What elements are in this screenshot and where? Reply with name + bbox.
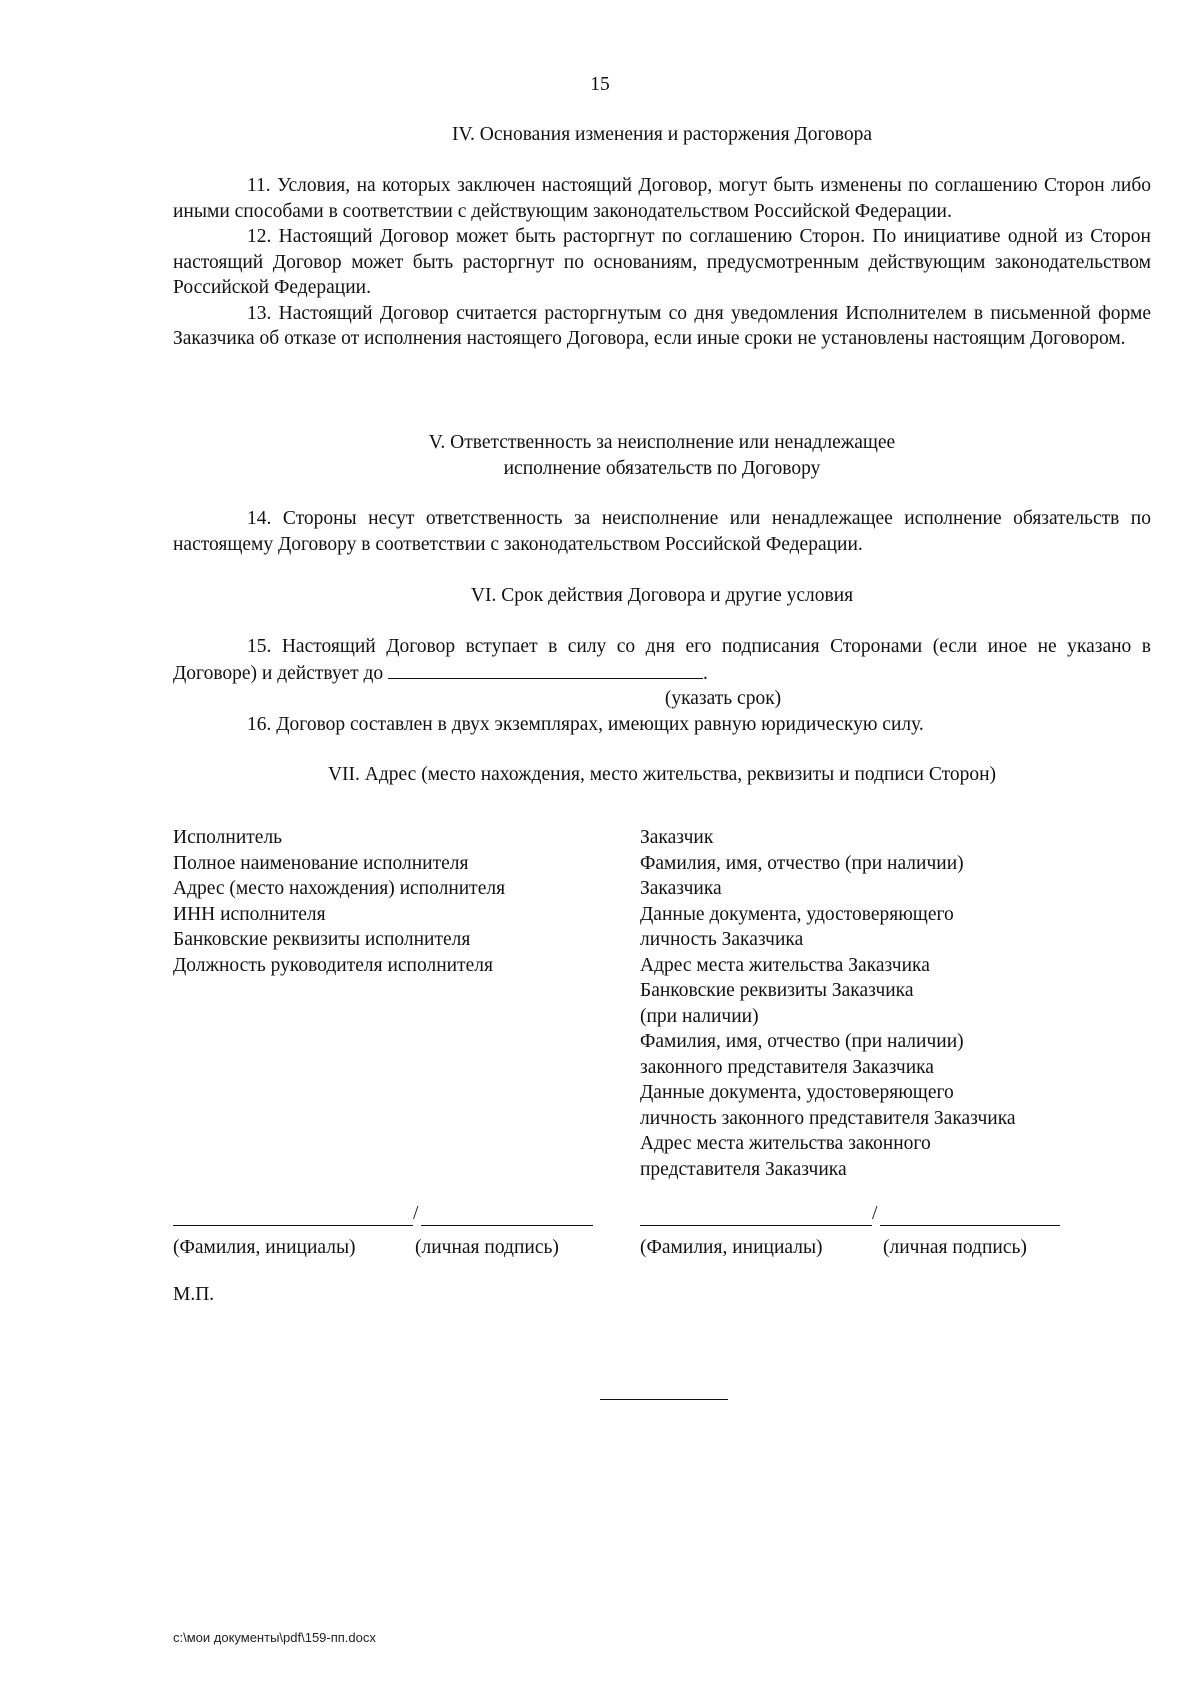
term-caption: (указать срок) [664,688,782,709]
paragraph-13: 13. Настоящий Договор считается расторгнутым со дня уведомления Исполнителем в письменной форме Заказчика об отказе от исполнения настоящего Договора, если иные сроки не установлены настоящим Договором. [173,302,1151,349]
footer-file-path: c:\мои документы\pdf\159-пп.docx [173,1630,376,1645]
paragraph-15-end: . [703,662,708,684]
executor-sign-caption: (личная подпись) [415,1237,559,1258]
customer-line: Адрес места жительства законного [640,1133,931,1154]
executor-line: Должность руководителя исполнителя [173,954,493,976]
customer-line: Банковские реквизиты Заказчика [640,980,914,1001]
term-blank-line [388,660,703,679]
customer-line: Фамилия, имя, отчество (при наличии) [640,852,964,874]
customer-signature-line [640,1203,1060,1226]
section-7-heading: VII. Адрес (место нахождения, место жительства, реквизиты и подписи Сторон) [327,764,997,785]
executor-line: Полное наименование исполнителя [173,852,469,874]
customer-line: Фамилия, имя, отчество (при наличии) [640,1031,964,1052]
paragraph-14: 14. Стороны несут ответственность за неисполнение или ненадлежащее исполнение обязательств по настоящему Договору в соответствии с законодательством Российской Федерации. [173,508,1151,555]
section-5-body [173,506,1151,557]
executor-column [173,825,613,978]
section-5-heading-line-2: исполнение обязательств по Договору [503,457,821,479]
customer-name-caption: (Фамилия, инициалы) [640,1237,823,1258]
paragraph-11: 11. Условия, на которых заключен настоящий Договор, могут быть изменены по соглашению Сторон либо иными способами в соответствии с действующим законодательством Российской Федерации. [173,175,1151,222]
executor-name-caption: (Фамилия, инициалы) [173,1237,356,1258]
executor-line: Адрес (место нахождения) исполнителя [173,878,506,899]
executor-name-blank [173,1206,413,1226]
executor-signature-slash: / [413,1203,419,1224]
customer-signature-slash: / [872,1203,878,1224]
customer-line: личность Заказчика [640,929,804,950]
customer-name-blank [640,1206,872,1226]
paragraph-12: 12. Настоящий Договор может быть расторгнут по соглашению Сторон. По инициативе одной из Сторон настоящий Договор может быть расторгнут по основаниям, предусмотренным действующим законодательством Российской Федерации. [173,226,1151,298]
executor-line: Исполнитель [173,827,283,848]
executor-signature-line [173,1203,593,1226]
executor-line: Банковские реквизиты исполнителя [173,929,471,950]
customer-line: Заказчик [640,827,714,848]
customer-line: представителя Заказчика [640,1158,847,1180]
section-5-heading [173,430,1151,481]
customer-line: Адрес места жительства Заказчика [640,954,930,976]
customer-sign-blank [880,1206,1060,1226]
paragraph-15 [173,634,1151,686]
section-4-body [173,173,1151,352]
customer-sign-caption: (личная подпись) [883,1237,1027,1258]
customer-line: законного представителя Заказчика [640,1056,934,1078]
executor-line: ИНН исполнителя [173,903,326,925]
section-6-heading: VI. Срок действия Договора и другие условия [470,585,854,606]
section-4-heading: IV. Основания изменения и расторжения Договора [452,124,872,145]
customer-line: (при наличии) [640,1005,759,1027]
section-6-body [173,634,1151,737]
customer-line: Данные документа, удостоверяющего [640,1082,954,1103]
customer-line: личность законного представителя Заказчика [640,1107,1016,1129]
paragraph-16: 16. Договор составлен в двух экземплярах, имеющих равную юридическую силу. [247,713,924,735]
executor-sign-blank [421,1206,593,1226]
end-divider [600,1399,728,1400]
page-number: 15 [590,74,610,95]
customer-line: Заказчика [640,878,722,899]
stamp-label: М.П. [173,1284,215,1305]
section-5-heading-line-1: V. Ответственность за неисполнение или ненадлежащее [428,432,896,453]
customer-line: Данные документа, удостоверяющего [640,903,954,925]
paragraph-15-text: 15. Настоящий Договор вступает в силу со дня его подписания Сторонами (если иное не указано в Договоре) и действует до [173,636,1151,684]
customer-column [640,825,1160,1182]
